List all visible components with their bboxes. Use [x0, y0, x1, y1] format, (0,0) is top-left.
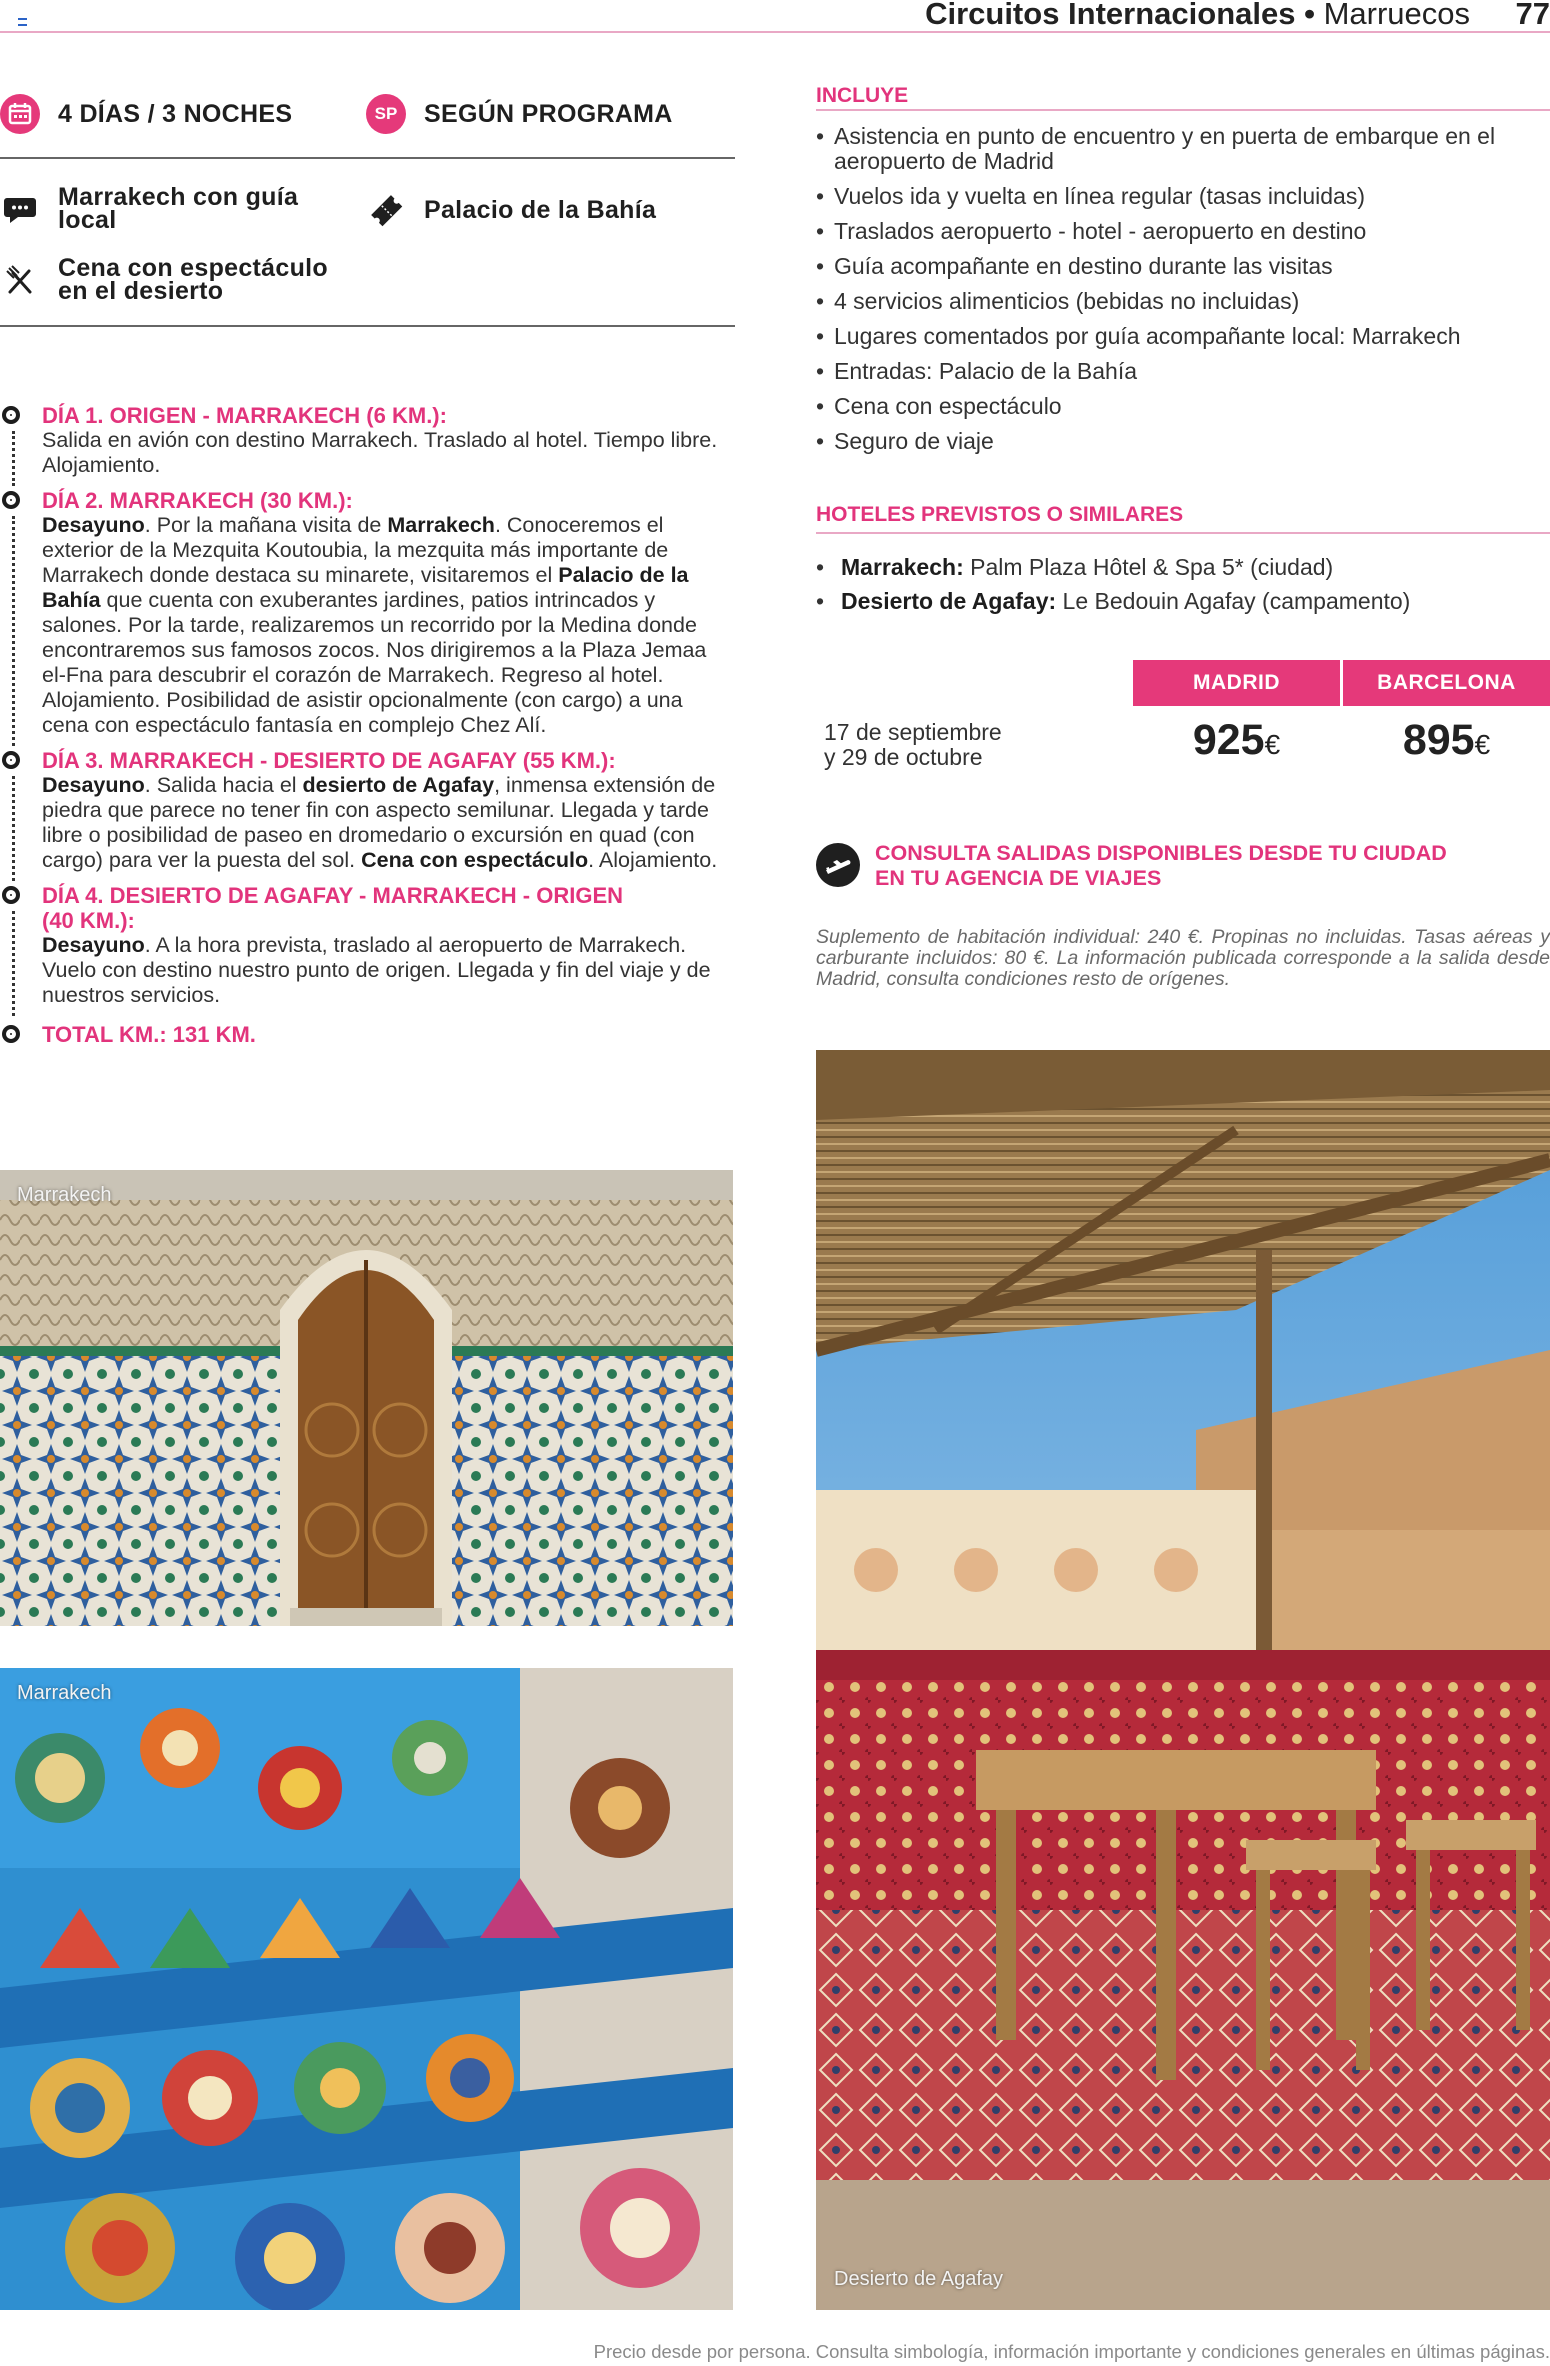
speech-bubble-icon — [0, 189, 40, 229]
consult-message — [875, 841, 1447, 891]
page-header-title — [925, 0, 1470, 32]
list-item: • Traslados aeropuerto - hotel - aeropuerto en destino — [816, 219, 1550, 244]
day-4-bold-1: Desayuno — [42, 933, 145, 957]
consult-line-2: EN TU AGENCIA DE VIAJES — [875, 866, 1162, 890]
list-item: • Lugares comentados por guía acompañante local: Marrakech — [816, 324, 1550, 349]
dinner-info — [0, 254, 328, 305]
timeline-dot — [2, 886, 20, 904]
sp-badge-label: SP — [374, 104, 398, 123]
page-number: 77 — [1515, 0, 1550, 31]
price-barcelona — [1343, 716, 1550, 765]
timeline-dot — [2, 406, 20, 424]
hotel-item — [816, 554, 1550, 581]
hotels-rule — [816, 532, 1550, 534]
hotel-city: Marrakech: — [841, 554, 964, 580]
list-item: • Vuelos ida y vuelta en línea regular (tasas incluidas) — [816, 184, 1550, 209]
guide-info — [0, 183, 299, 234]
hotel-item — [816, 588, 1550, 615]
day-3-title: DÍA 3. MARRAKECH - DESIERTO DE AGAFAY (55 KM.): — [42, 748, 616, 773]
itinerary-day-2 — [0, 488, 735, 738]
price-header-barcelona: BARCELONA — [1343, 660, 1550, 706]
photo-caption: Marrakech — [17, 1682, 112, 1704]
includes-title: INCLUYE — [816, 84, 909, 107]
timeline-dot — [2, 751, 20, 769]
timeline-line — [12, 911, 15, 1016]
duration-text: 4 DÍAS / 3 NOCHES — [58, 99, 293, 128]
day-3-bold-1: Desayuno — [42, 773, 145, 797]
list-item: • 4 servicios alimenticios (bebidas no incluidas) — [816, 289, 1550, 314]
departure-dates — [824, 720, 1002, 770]
day-3-bold-3: Cena con espectáculo — [361, 848, 589, 872]
day-2-bold-1: Desayuno — [42, 513, 145, 537]
date-line-2: y 29 de octubre — [824, 744, 983, 770]
meals-text: SEGÚN PROGRAMA — [424, 99, 673, 128]
airplane-icon — [816, 843, 860, 887]
photo-marrakech-door — [0, 1170, 733, 1626]
list-item: • Guía acompañante en destino durante las visitas — [816, 254, 1550, 279]
hotel-city: Desierto de Agafay: — [841, 588, 1057, 614]
header-separator: • — [1295, 0, 1324, 31]
guide-text-line2: local — [58, 206, 117, 234]
header-rule — [0, 31, 1550, 33]
day-2-bold-3: Palacio de la Bahía — [42, 563, 689, 612]
day-2-text-2: . Conoceremos el exterior de la Mezquita Koutoubia, la mezquita más importante de Marrakech donde destaca su minarete, visitaremos el — [42, 513, 669, 587]
footer-disclaimer: Precio desde por persona. Consulta simbología, información importante y condiciones generales en últimas páginas. — [593, 2341, 1550, 2362]
includes-list — [816, 124, 1550, 464]
day-3-text-2: , inmensa extensión de piedra que parece no tener fin con aspecto semilunar. Llegada y tarde libre o posibilidad de paseo en dromedario o excursión en quad (con cargo) para ver la puesta del sol. — [42, 773, 716, 872]
price-barcelona-value: 895 — [1402, 716, 1475, 764]
itinerary-day-4 — [0, 883, 735, 1008]
day-3-text-1: . Salida hacia el — [144, 773, 303, 797]
day-3-bold-2: desierto de Agafay — [302, 773, 495, 797]
door-illustration — [0, 1170, 733, 1626]
pottery-illustration — [0, 1668, 733, 2310]
day-4-text — [42, 933, 735, 1008]
photo-desierto-agafay — [816, 1050, 1550, 2310]
price-madrid — [1133, 716, 1340, 765]
day-1-text: Salida en avión con destino Marrakech. Traslado al hotel. Tiempo libre. Alojamiento. — [42, 428, 718, 477]
hotel-name: Palm Plaza Hôtel & Spa 5* (ciudad) — [963, 554, 1334, 580]
day-3-text — [42, 773, 735, 873]
day-2-bold-2: Marrakech — [387, 513, 495, 537]
currency-symbol: € — [1474, 729, 1491, 760]
consult-line-1: CONSULTA SALIDAS DISPONIBLES DESDE TU CIUDAD — [875, 841, 1447, 865]
day-4-title: DÍA 4. DESIERTO DE AGAFAY - MARRAKECH - ORIGEN (40 KM.): — [42, 883, 624, 933]
hotel-name: Le Bedouin Agafay (campamento) — [1056, 588, 1411, 614]
day-2-text-3: que cuenta con exuberantes jardines, patios intrincados y salones. Por la tarde, realizaremos un recorrido por la Medina donde encontraremos sus famosos zocos. Nos dirigiremos a la Plaza Jemaa el-Fna para descubrir el corazón de Marrakech. Regreso al hotel. Alojamiento. Posibilidad de asistir opcionalmente (con cargo) a una cena con espectáculo fantasía en complejo Chez Alí. — [42, 588, 707, 737]
photo-caption: Marrakech — [17, 1184, 112, 1206]
ticket-text: Palacio de la Bahía — [424, 195, 657, 224]
fork-knife-icon — [0, 260, 40, 300]
includes-rule — [816, 109, 1550, 111]
price-header-madrid: MADRID — [1133, 660, 1340, 706]
list-item: • Cena con espectáculo — [816, 394, 1550, 419]
day-4-text-1: . A la hora prevista, traslado al aeropuerto de Marrakech. Vuelo con destino nuestro punto de origen. Llegada y fin del viaje y de nuestros servicios. — [42, 933, 711, 1007]
itinerary-total — [0, 1022, 735, 1047]
photo-caption: Desierto de Agafay — [834, 2268, 1003, 2290]
sp-badge-icon — [366, 94, 406, 134]
day-1-title: DÍA 1. ORIGEN - MARRAKECH (6 KM.): — [42, 403, 447, 428]
guide-text — [58, 183, 299, 234]
list-item: • Asistencia en punto de encuentro y en puerta de embarque en el aeropuerto de Madrid — [816, 124, 1550, 174]
day-2-text — [42, 513, 735, 738]
ticket-icon — [366, 190, 406, 230]
timeline-line — [12, 431, 15, 486]
itinerary-day-1 — [0, 403, 735, 478]
day-2-text-1: . Por la mañana visita de — [144, 513, 388, 537]
date-line-1: 17 de septiembre — [824, 719, 1002, 745]
itinerary — [0, 403, 735, 1057]
timeline-dot — [2, 491, 20, 509]
itinerary-day-3 — [0, 748, 735, 873]
day-3-text-3: . Alojamiento. — [588, 848, 718, 872]
timeline-dot — [2, 1025, 20, 1043]
list-item: • Seguro de viaje — [816, 429, 1550, 454]
section-name: Circuitos Internacionales — [925, 0, 1296, 31]
total-km: TOTAL KM.: 131 KM. — [42, 1022, 256, 1047]
desert-tent-illustration — [816, 1050, 1550, 2310]
dinner-text — [58, 254, 328, 305]
supplement-note: Suplemento de habitación individual: 240 €. Propinas no incluidas. Tasas aéreas y carburante incluidos: 80 €. La información publicada corresponde a la salida desde Madrid, consulta condiciones resto de orígenes. — [816, 926, 1550, 990]
guide-text-line1: Marrakech con guía — [58, 183, 299, 211]
list-item: • Entradas: Palacio de la Bahía — [816, 359, 1550, 384]
hotels-list — [816, 554, 1550, 622]
country-name: Marruecos — [1323, 0, 1470, 31]
meals-info — [366, 94, 673, 134]
photo-marrakech-pottery — [0, 1668, 733, 2310]
price-madrid-value: 925 — [1192, 716, 1265, 764]
header-marker — [18, 18, 27, 26]
info-divider-bottom — [0, 325, 735, 327]
info-divider-top — [0, 157, 735, 159]
hotels-title: HOTELES PREVISTOS O SIMILARES — [816, 503, 1184, 526]
ticket-info — [366, 190, 656, 230]
duration-info — [0, 94, 292, 134]
timeline-line — [12, 776, 15, 881]
dinner-text-line1: Cena con espectáculo — [58, 254, 328, 282]
currency-symbol: € — [1264, 729, 1281, 760]
timeline-line — [12, 516, 15, 746]
calendar-icon — [0, 94, 40, 134]
day-2-title: DÍA 2. MARRAKECH (30 KM.): — [42, 488, 353, 513]
dinner-text-line2: en el desierto — [58, 277, 224, 305]
